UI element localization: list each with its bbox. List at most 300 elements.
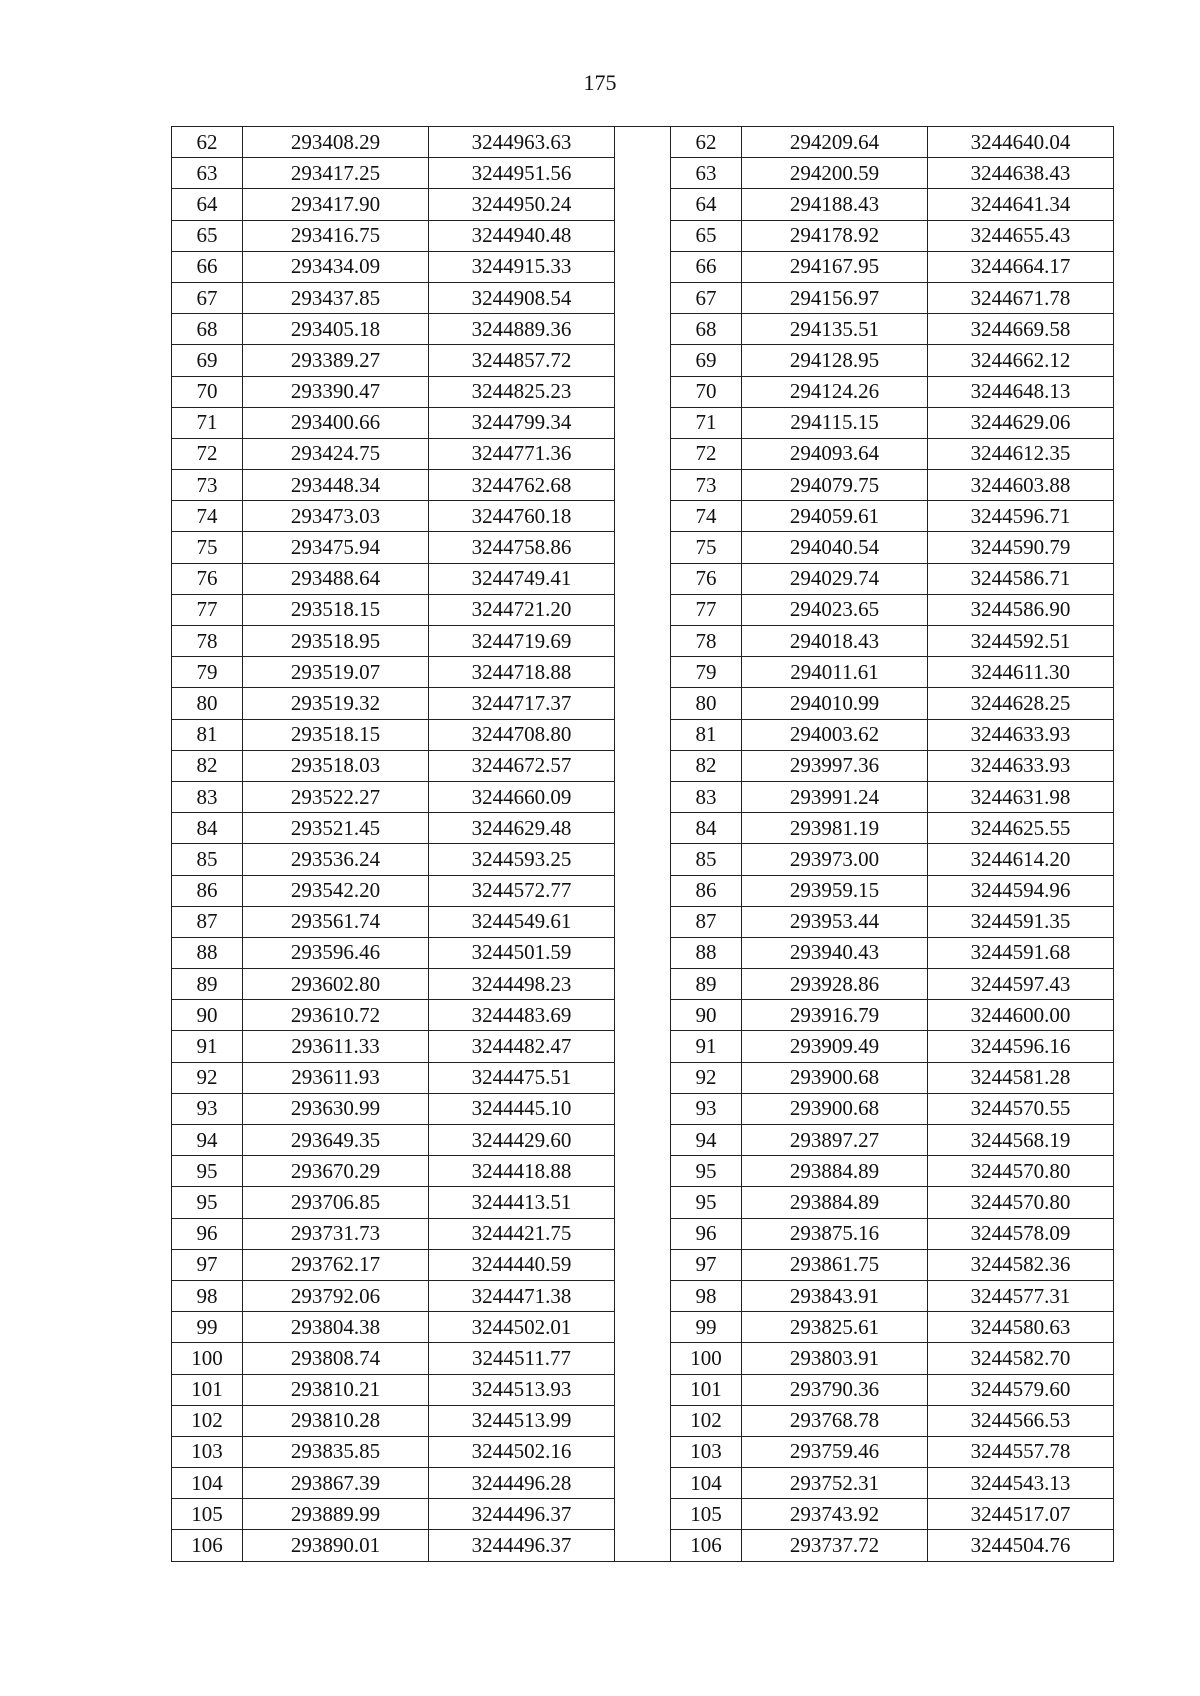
table-row	[172, 1000, 1114, 1031]
left-y-coordinate: 3244758.86	[429, 532, 615, 563]
page-number: 175	[583, 70, 617, 95]
left-x-coordinate: 293389.27	[243, 345, 429, 376]
left-point-number: 66	[172, 251, 243, 282]
right-x-coordinate: 293768.78	[742, 1405, 928, 1436]
right-point-number: 92	[671, 1062, 742, 1093]
left-point-number: 68	[172, 314, 243, 345]
right-point-number: 104	[671, 1468, 742, 1499]
right-point-number: 100	[671, 1343, 742, 1374]
right-y-coordinate: 3244592.51	[928, 626, 1114, 657]
left-point-number: 64	[172, 189, 243, 220]
left-y-coordinate: 3244915.33	[429, 251, 615, 282]
column-gap	[615, 906, 671, 937]
table-row	[172, 937, 1114, 968]
column-gap	[615, 1187, 671, 1218]
right-point-number: 63	[671, 158, 742, 189]
left-y-coordinate: 3244496.37	[429, 1530, 615, 1561]
right-point-number: 87	[671, 906, 742, 937]
column-gap	[615, 657, 671, 688]
right-x-coordinate: 293737.72	[742, 1530, 928, 1561]
left-y-coordinate: 3244593.25	[429, 844, 615, 875]
right-y-coordinate: 3244543.13	[928, 1468, 1114, 1499]
right-y-coordinate: 3244612.35	[928, 438, 1114, 469]
right-x-coordinate: 294188.43	[742, 189, 928, 220]
right-x-coordinate: 294128.95	[742, 345, 928, 376]
right-point-number: 64	[671, 189, 742, 220]
right-x-coordinate: 294079.75	[742, 470, 928, 501]
table-row	[172, 1249, 1114, 1280]
right-y-coordinate: 3244664.17	[928, 251, 1114, 282]
column-gap	[615, 750, 671, 781]
left-point-number: 89	[172, 969, 243, 1000]
left-point-number: 84	[172, 813, 243, 844]
right-y-coordinate: 3244597.43	[928, 969, 1114, 1000]
right-x-coordinate: 293953.44	[742, 906, 928, 937]
right-y-coordinate: 3244611.30	[928, 657, 1114, 688]
right-y-coordinate: 3244582.36	[928, 1249, 1114, 1280]
column-gap	[615, 781, 671, 812]
right-y-coordinate: 3244566.53	[928, 1405, 1114, 1436]
right-x-coordinate: 294018.43	[742, 626, 928, 657]
left-point-number: 80	[172, 688, 243, 719]
column-gap	[615, 314, 671, 345]
column-gap	[615, 532, 671, 563]
right-y-coordinate: 3244671.78	[928, 282, 1114, 313]
left-x-coordinate: 293518.95	[243, 626, 429, 657]
right-point-number: 102	[671, 1405, 742, 1436]
column-gap	[615, 1249, 671, 1280]
right-point-number: 89	[671, 969, 742, 1000]
table-row	[172, 1280, 1114, 1311]
right-y-coordinate: 3244570.80	[928, 1187, 1114, 1218]
column-gap	[615, 969, 671, 1000]
table-row	[172, 657, 1114, 688]
right-point-number: 85	[671, 844, 742, 875]
right-y-coordinate: 3244641.34	[928, 189, 1114, 220]
table-row	[172, 407, 1114, 438]
left-x-coordinate: 293416.75	[243, 220, 429, 251]
right-x-coordinate: 294124.26	[742, 376, 928, 407]
table-row	[172, 563, 1114, 594]
column-gap	[615, 1280, 671, 1311]
left-point-number: 78	[172, 626, 243, 657]
left-point-number: 103	[172, 1436, 243, 1467]
right-x-coordinate: 294115.15	[742, 407, 928, 438]
left-x-coordinate: 293670.29	[243, 1156, 429, 1187]
right-y-coordinate: 3244596.16	[928, 1031, 1114, 1062]
right-x-coordinate: 293759.46	[742, 1436, 928, 1467]
right-y-coordinate: 3244603.88	[928, 470, 1114, 501]
right-y-coordinate: 3244625.55	[928, 813, 1114, 844]
column-gap	[615, 1156, 671, 1187]
left-y-coordinate: 3244963.63	[429, 127, 615, 158]
left-x-coordinate: 293706.85	[243, 1187, 429, 1218]
right-x-coordinate: 293825.61	[742, 1312, 928, 1343]
left-point-number: 102	[172, 1405, 243, 1436]
right-x-coordinate: 293959.15	[742, 875, 928, 906]
right-point-number: 93	[671, 1093, 742, 1124]
left-point-number: 75	[172, 532, 243, 563]
column-gap	[615, 1374, 671, 1405]
right-point-number: 82	[671, 750, 742, 781]
right-point-number: 65	[671, 220, 742, 251]
left-point-number: 96	[172, 1218, 243, 1249]
left-point-number: 85	[172, 844, 243, 875]
left-x-coordinate: 293602.80	[243, 969, 429, 1000]
right-point-number: 79	[671, 657, 742, 688]
right-y-coordinate: 3244578.09	[928, 1218, 1114, 1249]
right-x-coordinate: 293916.79	[742, 1000, 928, 1031]
right-point-number: 94	[671, 1125, 742, 1156]
left-y-coordinate: 3244629.48	[429, 813, 615, 844]
right-y-coordinate: 3244640.04	[928, 127, 1114, 158]
right-y-coordinate: 3244570.80	[928, 1156, 1114, 1187]
left-y-coordinate: 3244718.88	[429, 657, 615, 688]
left-x-coordinate: 293630.99	[243, 1093, 429, 1124]
right-x-coordinate: 294059.61	[742, 501, 928, 532]
right-x-coordinate: 293803.91	[742, 1343, 928, 1374]
right-point-number: 91	[671, 1031, 742, 1062]
left-x-coordinate: 293522.27	[243, 781, 429, 812]
right-y-coordinate: 3244600.00	[928, 1000, 1114, 1031]
left-y-coordinate: 3244799.34	[429, 407, 615, 438]
left-y-coordinate: 3244908.54	[429, 282, 615, 313]
right-y-coordinate: 3244591.68	[928, 937, 1114, 968]
right-point-number: 69	[671, 345, 742, 376]
left-y-coordinate: 3244950.24	[429, 189, 615, 220]
table-row	[172, 719, 1114, 750]
table-row	[172, 626, 1114, 657]
right-point-number: 72	[671, 438, 742, 469]
column-gap	[615, 501, 671, 532]
right-x-coordinate: 293843.91	[742, 1280, 928, 1311]
table-row	[172, 1156, 1114, 1187]
left-point-number: 94	[172, 1125, 243, 1156]
left-point-number: 95	[172, 1187, 243, 1218]
left-x-coordinate: 293408.29	[243, 127, 429, 158]
right-x-coordinate: 293981.19	[742, 813, 928, 844]
right-y-coordinate: 3244594.96	[928, 875, 1114, 906]
left-x-coordinate: 293521.45	[243, 813, 429, 844]
right-x-coordinate: 293997.36	[742, 750, 928, 781]
right-x-coordinate: 294023.65	[742, 594, 928, 625]
left-point-number: 71	[172, 407, 243, 438]
column-gap	[615, 376, 671, 407]
table-row	[172, 501, 1114, 532]
right-point-number: 80	[671, 688, 742, 719]
table-row	[172, 470, 1114, 501]
column-gap	[615, 189, 671, 220]
column-gap	[615, 937, 671, 968]
column-gap	[615, 470, 671, 501]
left-x-coordinate: 293417.25	[243, 158, 429, 189]
table-row	[172, 594, 1114, 625]
right-y-coordinate: 3244633.93	[928, 750, 1114, 781]
table-row	[172, 189, 1114, 220]
column-gap	[615, 345, 671, 376]
left-y-coordinate: 3244501.59	[429, 937, 615, 968]
coordinate-table	[171, 126, 1114, 1562]
right-point-number: 98	[671, 1280, 742, 1311]
left-y-coordinate: 3244475.51	[429, 1062, 615, 1093]
left-y-coordinate: 3244429.60	[429, 1125, 615, 1156]
left-point-number: 81	[172, 719, 243, 750]
table-row	[172, 1343, 1114, 1374]
table-row	[172, 688, 1114, 719]
table-row	[172, 282, 1114, 313]
left-y-coordinate: 3244717.37	[429, 688, 615, 719]
column-gap	[615, 1062, 671, 1093]
column-gap	[615, 688, 671, 719]
left-y-coordinate: 3244660.09	[429, 781, 615, 812]
right-x-coordinate: 294040.54	[742, 532, 928, 563]
right-point-number: 73	[671, 470, 742, 501]
left-x-coordinate: 293649.35	[243, 1125, 429, 1156]
left-y-coordinate: 3244951.56	[429, 158, 615, 189]
left-point-number: 67	[172, 282, 243, 313]
right-y-coordinate: 3244504.76	[928, 1530, 1114, 1561]
right-y-coordinate: 3244629.06	[928, 407, 1114, 438]
right-x-coordinate: 293900.68	[742, 1093, 928, 1124]
right-x-coordinate: 293897.27	[742, 1125, 928, 1156]
left-x-coordinate: 293835.85	[243, 1436, 429, 1467]
left-y-coordinate: 3244413.51	[429, 1187, 615, 1218]
left-x-coordinate: 293867.39	[243, 1468, 429, 1499]
left-x-coordinate: 293518.15	[243, 594, 429, 625]
left-x-coordinate: 293561.74	[243, 906, 429, 937]
left-point-number: 100	[172, 1343, 243, 1374]
left-point-number: 86	[172, 875, 243, 906]
table-row	[172, 1436, 1114, 1467]
table-row	[172, 1405, 1114, 1436]
right-y-coordinate: 3244631.98	[928, 781, 1114, 812]
right-x-coordinate: 294200.59	[742, 158, 928, 189]
right-y-coordinate: 3244648.13	[928, 376, 1114, 407]
right-point-number: 62	[671, 127, 742, 158]
right-point-number: 106	[671, 1530, 742, 1561]
right-point-number: 83	[671, 781, 742, 812]
right-x-coordinate: 293909.49	[742, 1031, 928, 1062]
column-gap	[615, 282, 671, 313]
left-point-number: 87	[172, 906, 243, 937]
right-point-number: 78	[671, 626, 742, 657]
table-row	[172, 376, 1114, 407]
right-y-coordinate: 3244633.93	[928, 719, 1114, 750]
left-x-coordinate: 293473.03	[243, 501, 429, 532]
column-gap	[615, 1499, 671, 1530]
right-point-number: 96	[671, 1218, 742, 1249]
right-y-coordinate: 3244580.63	[928, 1312, 1114, 1343]
right-x-coordinate: 293940.43	[742, 937, 928, 968]
left-x-coordinate: 293890.01	[243, 1530, 429, 1561]
right-x-coordinate: 293875.16	[742, 1218, 928, 1249]
left-x-coordinate: 293804.38	[243, 1312, 429, 1343]
left-point-number: 79	[172, 657, 243, 688]
left-y-coordinate: 3244498.23	[429, 969, 615, 1000]
table-row	[172, 251, 1114, 282]
left-x-coordinate: 293610.72	[243, 1000, 429, 1031]
right-point-number: 101	[671, 1374, 742, 1405]
column-gap	[615, 407, 671, 438]
left-y-coordinate: 3244502.16	[429, 1436, 615, 1467]
right-y-coordinate: 3244557.78	[928, 1436, 1114, 1467]
table-row	[172, 532, 1114, 563]
column-gap	[615, 626, 671, 657]
left-x-coordinate: 293596.46	[243, 937, 429, 968]
left-x-coordinate: 293611.93	[243, 1062, 429, 1093]
left-point-number: 69	[172, 345, 243, 376]
right-x-coordinate: 293973.00	[742, 844, 928, 875]
left-x-coordinate: 293762.17	[243, 1249, 429, 1280]
table-row	[172, 220, 1114, 251]
right-point-number: 105	[671, 1499, 742, 1530]
right-point-number: 81	[671, 719, 742, 750]
right-point-number: 68	[671, 314, 742, 345]
column-gap	[615, 220, 671, 251]
table-row	[172, 1530, 1114, 1561]
left-x-coordinate: 293417.90	[243, 189, 429, 220]
left-y-coordinate: 3244857.72	[429, 345, 615, 376]
table-row	[172, 813, 1114, 844]
right-y-coordinate: 3244570.55	[928, 1093, 1114, 1124]
right-x-coordinate: 293790.36	[742, 1374, 928, 1405]
right-y-coordinate: 3244614.20	[928, 844, 1114, 875]
left-x-coordinate: 293488.64	[243, 563, 429, 594]
right-point-number: 103	[671, 1436, 742, 1467]
left-y-coordinate: 3244513.99	[429, 1405, 615, 1436]
left-y-coordinate: 3244440.59	[429, 1249, 615, 1280]
table-row	[172, 875, 1114, 906]
left-y-coordinate: 3244708.80	[429, 719, 615, 750]
left-y-coordinate: 3244511.77	[429, 1343, 615, 1374]
table-row	[172, 1093, 1114, 1124]
left-x-coordinate: 293810.28	[243, 1405, 429, 1436]
table-row	[172, 158, 1114, 189]
right-x-coordinate: 293928.86	[742, 969, 928, 1000]
left-y-coordinate: 3244549.61	[429, 906, 615, 937]
right-x-coordinate: 293900.68	[742, 1062, 928, 1093]
right-x-coordinate: 294010.99	[742, 688, 928, 719]
left-y-coordinate: 3244513.93	[429, 1374, 615, 1405]
left-y-coordinate: 3244572.77	[429, 875, 615, 906]
left-y-coordinate: 3244749.41	[429, 563, 615, 594]
right-point-number: 95	[671, 1187, 742, 1218]
right-x-coordinate: 293743.92	[742, 1499, 928, 1530]
column-gap	[615, 1343, 671, 1374]
table-row	[172, 1499, 1114, 1530]
right-point-number: 76	[671, 563, 742, 594]
left-point-number: 101	[172, 1374, 243, 1405]
left-y-coordinate: 3244482.47	[429, 1031, 615, 1062]
right-point-number: 88	[671, 937, 742, 968]
right-point-number: 99	[671, 1312, 742, 1343]
left-point-number: 82	[172, 750, 243, 781]
right-point-number: 77	[671, 594, 742, 625]
left-point-number: 95	[172, 1156, 243, 1187]
left-y-coordinate: 3244889.36	[429, 314, 615, 345]
right-y-coordinate: 3244586.71	[928, 563, 1114, 594]
left-point-number: 74	[172, 501, 243, 532]
column-gap	[615, 875, 671, 906]
left-y-coordinate: 3244471.38	[429, 1280, 615, 1311]
column-gap	[615, 844, 671, 875]
right-y-coordinate: 3244577.31	[928, 1280, 1114, 1311]
right-x-coordinate: 294178.92	[742, 220, 928, 251]
column-gap	[615, 594, 671, 625]
table-row	[172, 314, 1114, 345]
right-y-coordinate: 3244517.07	[928, 1499, 1114, 1530]
right-y-coordinate: 3244655.43	[928, 220, 1114, 251]
right-y-coordinate: 3244582.70	[928, 1343, 1114, 1374]
left-point-number: 106	[172, 1530, 243, 1561]
coordinate-table-body	[172, 127, 1114, 1562]
left-point-number: 90	[172, 1000, 243, 1031]
left-x-coordinate: 293519.32	[243, 688, 429, 719]
column-gap	[615, 127, 671, 158]
right-y-coordinate: 3244568.19	[928, 1125, 1114, 1156]
left-y-coordinate: 3244719.69	[429, 626, 615, 657]
left-y-coordinate: 3244502.01	[429, 1312, 615, 1343]
table-row	[172, 781, 1114, 812]
right-y-coordinate: 3244669.58	[928, 314, 1114, 345]
column-gap	[615, 1405, 671, 1436]
left-y-coordinate: 3244418.88	[429, 1156, 615, 1187]
right-y-coordinate: 3244591.35	[928, 906, 1114, 937]
left-x-coordinate: 293400.66	[243, 407, 429, 438]
right-y-coordinate: 3244628.25	[928, 688, 1114, 719]
left-point-number: 76	[172, 563, 243, 594]
right-point-number: 86	[671, 875, 742, 906]
left-point-number: 93	[172, 1093, 243, 1124]
column-gap	[615, 563, 671, 594]
table-row	[172, 438, 1114, 469]
right-point-number: 66	[671, 251, 742, 282]
column-gap	[615, 719, 671, 750]
left-x-coordinate: 293424.75	[243, 438, 429, 469]
right-x-coordinate: 294209.64	[742, 127, 928, 158]
left-x-coordinate: 293536.24	[243, 844, 429, 875]
left-point-number: 97	[172, 1249, 243, 1280]
column-gap	[615, 1436, 671, 1467]
right-x-coordinate: 293752.31	[742, 1468, 928, 1499]
left-y-coordinate: 3244672.57	[429, 750, 615, 781]
right-x-coordinate: 294029.74	[742, 563, 928, 594]
table-row	[172, 1125, 1114, 1156]
right-point-number: 70	[671, 376, 742, 407]
left-point-number: 104	[172, 1468, 243, 1499]
left-point-number: 72	[172, 438, 243, 469]
right-point-number: 95	[671, 1156, 742, 1187]
table-row	[172, 906, 1114, 937]
column-gap	[615, 1031, 671, 1062]
left-point-number: 63	[172, 158, 243, 189]
table-row	[172, 1062, 1114, 1093]
left-x-coordinate: 293434.09	[243, 251, 429, 282]
left-point-number: 92	[172, 1062, 243, 1093]
right-x-coordinate: 293884.89	[742, 1187, 928, 1218]
table-row	[172, 844, 1114, 875]
left-x-coordinate: 293519.07	[243, 657, 429, 688]
left-y-coordinate: 3244483.69	[429, 1000, 615, 1031]
left-x-coordinate: 293808.74	[243, 1343, 429, 1374]
right-point-number: 84	[671, 813, 742, 844]
left-point-number: 70	[172, 376, 243, 407]
column-gap	[615, 438, 671, 469]
left-y-coordinate: 3244940.48	[429, 220, 615, 251]
right-x-coordinate: 294156.97	[742, 282, 928, 313]
right-x-coordinate: 293861.75	[742, 1249, 928, 1280]
table-row	[172, 1468, 1114, 1499]
